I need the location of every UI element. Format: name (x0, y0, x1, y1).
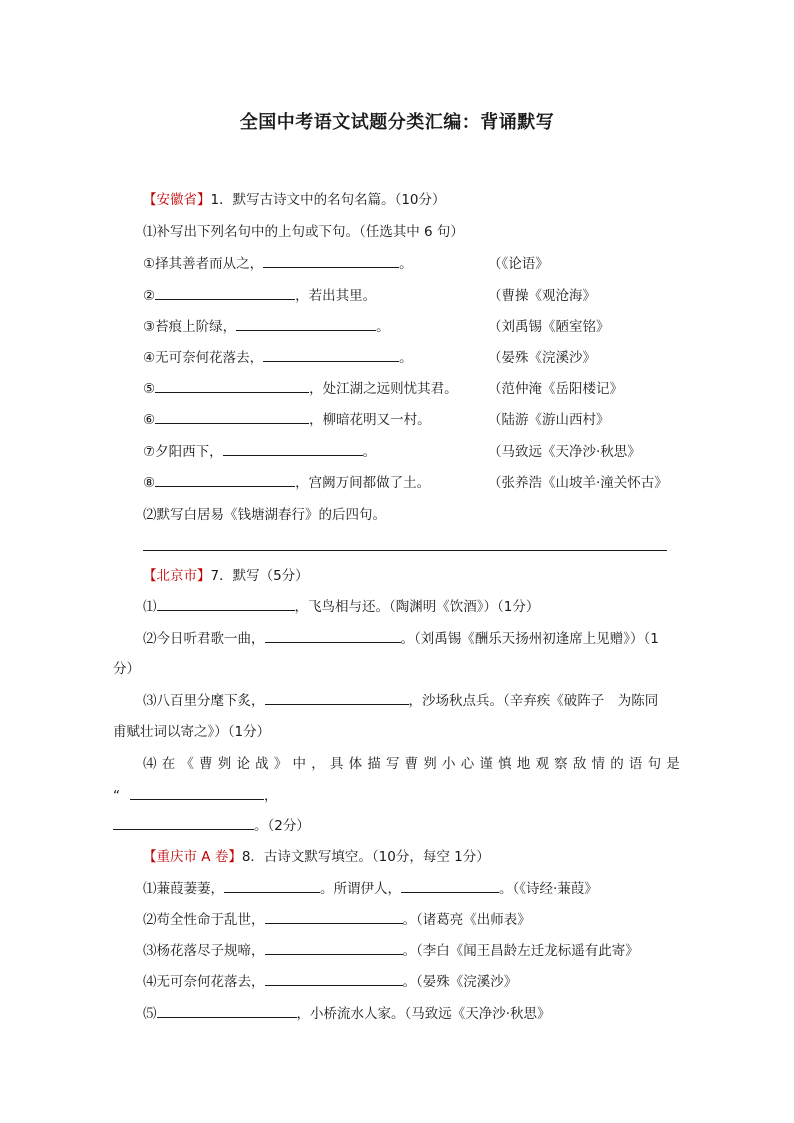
chongqing-q5 (143, 1005, 551, 1023)
beijing-region-tag: 【北京市】 (143, 568, 211, 584)
anhui-region-tag: 【安徽省】 (143, 192, 211, 208)
anhui-item-5 (143, 380, 458, 398)
item-suffix: ，宫阙万间都做了土。 (295, 475, 431, 491)
item-suffix: 。（李白《闻王昌龄左迁龙标遥有此寄》 (402, 943, 639, 959)
anhui-item-7-source: （马致远《天净沙·秋思》 (488, 444, 641, 460)
answer-blank[interactable] (401, 880, 499, 893)
anhui-item-1 (143, 255, 413, 273)
answer-blank[interactable] (157, 1005, 297, 1018)
answer-blank[interactable] (265, 911, 403, 924)
beijing-q3 (143, 692, 658, 710)
answer-blank[interactable] (265, 630, 401, 643)
beijing-header-text: 7．默写（5分） (210, 568, 309, 584)
item-suffix: 。 (399, 256, 413, 272)
anhui-item-6 (143, 411, 431, 429)
anhui-question-header (143, 191, 446, 209)
beijing-question-header (143, 567, 309, 585)
q4-char: 慎 (498, 756, 512, 772)
anhui-subquestion-2: ⑵默写白居易《钱塘湖春行》的后四句。 (143, 507, 386, 523)
item-prompt: ④无可奈何花落去， (143, 350, 264, 366)
q4-char: 语 (628, 756, 643, 772)
chongqing-question-header (143, 848, 490, 866)
answer-blank[interactable] (223, 443, 363, 456)
item-suffix: 。 (376, 319, 390, 335)
item-suffix: ，柳暗花明又一村。 (309, 412, 431, 428)
q4-char: 描 (367, 756, 381, 772)
q4-char: ， (311, 756, 325, 772)
q4-char: 观 (535, 756, 549, 772)
item-prompt: ⑵苟全性命于乱世， (143, 912, 265, 928)
q4-char: 刿 (423, 756, 437, 772)
anhui-item-4-source: （晏殊《浣溪沙》 (488, 350, 596, 366)
q4-char: 曹 (199, 756, 213, 772)
item-prompt: ⑴蒹葭萋萋， (143, 881, 224, 897)
beijing-q4-prompt (143, 755, 680, 773)
beijing-q3-continuation: 甫赋壮词以寄之》）（1分） (113, 724, 271, 740)
document-title: 全国中考语文试题分类汇编：背诵默写 (239, 112, 555, 133)
item-prompt: ⑵今日听君歌一曲， (143, 631, 265, 647)
answer-blank[interactable] (265, 973, 403, 986)
anhui-item-3-source: （刘禹锡《陋室铭》 (488, 319, 610, 335)
beijing-q1 (143, 598, 539, 616)
item-suffix: ，若出其里。 (295, 288, 377, 304)
q4-char: 的 (610, 756, 624, 772)
beijing-q4-line2 (113, 787, 278, 805)
item-suffix: ，沙场秋点兵。（辛弃疾《破阵子 为陈同 (408, 693, 659, 709)
chongqing-q3 (143, 942, 639, 960)
beijing-q2-continuation: 分） (113, 661, 140, 677)
item-prompt: ⑶杨花落尽子规啼， (143, 943, 265, 959)
answer-blank[interactable] (155, 411, 309, 424)
q4-char: 》 (273, 756, 288, 772)
q4-char: 敌 (572, 756, 587, 772)
item-suffix: 。（诸葛亮《出师表》 (402, 912, 531, 928)
item-suffix: ，飞鸟相与还。（陶渊明《饮酒》）（1分） (294, 599, 540, 615)
q4-char: 句 (647, 756, 662, 772)
anhui-item-2 (143, 287, 376, 305)
item-prompt: ⑧ (143, 475, 156, 491)
q4-char: 写 (385, 756, 400, 772)
item-suffix: 。（刘禹锡《酬乐天扬州初逢席上见赠》）（1 (400, 631, 659, 647)
q4-char: 《 (180, 756, 194, 772)
q4-char: 谨 (479, 756, 493, 772)
anhui-item-6-source: （陆游《游山西村》 (488, 412, 610, 428)
open-quote: “ (113, 788, 120, 804)
item-prompt: ③苔痕上阶绿， (143, 319, 237, 335)
answer-blank[interactable] (236, 318, 376, 331)
item-suffix: ， (264, 788, 278, 804)
answer-blank[interactable] (265, 942, 403, 955)
answer-blank[interactable] (263, 349, 399, 362)
anhui-item-8 (143, 474, 430, 492)
q4-char: 小 (442, 756, 456, 772)
q4-char: 战 (255, 756, 269, 772)
anhui-answer-line[interactable] (143, 550, 667, 551)
chongqing-q4 (143, 973, 517, 991)
chongqing-header-text: 8．古诗文默写填空。（10分，每空 1分） (241, 849, 490, 865)
item-suffix: 。 (362, 444, 377, 460)
chongqing-q1 (143, 880, 598, 898)
item-suffix: 。（2分） (254, 818, 310, 834)
q4-char: 察 (554, 756, 568, 772)
q4-char: 体 (348, 756, 363, 772)
anhui-item-3 (143, 318, 390, 336)
item-suffix: 。 (399, 350, 413, 366)
answer-blank[interactable] (155, 474, 295, 487)
answer-blank[interactable] (157, 598, 295, 611)
q4-char: 情 (591, 756, 605, 772)
answer-blank[interactable] (113, 817, 254, 830)
q4-char: 是 (666, 756, 680, 772)
item-prompt: ⑷无可奈何花落去， (143, 974, 265, 990)
q4-char: 地 (516, 756, 531, 772)
anhui-item-5-source: （范仲淹《岳阳楼记》 (488, 381, 623, 397)
answer-blank[interactable] (265, 692, 409, 705)
answer-blank[interactable] (155, 287, 295, 300)
chongqing-q2 (143, 911, 531, 929)
q4-char: 具 (329, 756, 344, 772)
answer-blank[interactable] (263, 255, 399, 268)
anhui-item-1-source: （《论语》 (488, 256, 549, 272)
q4-char: 刿 (217, 756, 232, 772)
answer-blank[interactable] (155, 380, 309, 393)
item-prompt: ⑦夕阳西下， (143, 444, 223, 460)
item-prompt: ①择其善者而从之， (143, 256, 264, 272)
item-suffix: 。（《诗经·蒹葭》 (499, 881, 598, 897)
anhui-item-8-source: （张养浩《山坡羊·潼关怀古》 (488, 475, 668, 491)
answer-blank[interactable] (224, 880, 320, 893)
item-prompt: ⑥ (143, 412, 156, 428)
anhui-header-text: 1．默写古诗文中的名句名篇。（10分） (210, 192, 446, 208)
item-prompt: ⑴ (143, 599, 157, 615)
beijing-q2 (143, 630, 659, 648)
q4-char: 在 (161, 756, 176, 772)
item-prompt: ⑤ (143, 381, 156, 397)
anhui-item-7 (143, 443, 376, 461)
item-prompt: ⑸ (143, 1006, 157, 1022)
anhui-item-2-source: （曹操《观沧海》 (488, 288, 596, 304)
answer-blank[interactable] (130, 787, 264, 800)
q4-char: 中 (292, 756, 306, 772)
q4-char: ⑷ (143, 756, 157, 772)
item-mid: 。所谓伊人， (320, 881, 401, 897)
chongqing-region-tag: 【重庆市 A 卷】 (143, 849, 242, 865)
item-suffix: ，处江湖之远则忧其君。 (309, 381, 458, 397)
item-prompt: ② (143, 288, 156, 304)
item-suffix: 。（晏殊《浣溪沙》 (402, 974, 518, 990)
q4-char: 论 (236, 756, 250, 772)
anhui-item-4 (143, 349, 413, 367)
beijing-q4-line3 (113, 817, 310, 835)
item-suffix: ，小桥流水人家。（马致远《天净沙·秋思》 (296, 1006, 551, 1022)
item-prompt: ⑶八百里分麾下炙， (143, 693, 265, 709)
q4-char: 曹 (404, 756, 419, 772)
anhui-subquestion-1: ⑴补写出下列名句中的上句或下句。（任选其中 6 句） (143, 224, 464, 240)
q4-char: 心 (460, 756, 475, 772)
